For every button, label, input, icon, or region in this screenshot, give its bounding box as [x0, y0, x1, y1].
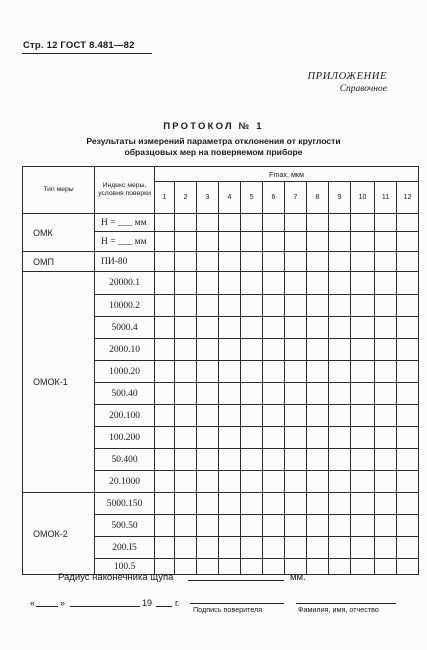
measurement-cell[interactable]: [351, 493, 375, 515]
measurement-cell[interactable]: [219, 405, 241, 427]
measurement-cell[interactable]: [155, 232, 175, 252]
measurement-cell[interactable]: [263, 361, 285, 383]
measurement-cell[interactable]: [175, 295, 197, 317]
measurement-cell[interactable]: [175, 559, 197, 575]
measure-index-cell: 100.5: [95, 559, 155, 575]
measurement-cell[interactable]: [155, 252, 175, 272]
col-number-header: 2: [175, 182, 197, 214]
measurement-cell[interactable]: [397, 493, 419, 515]
measurement-cell[interactable]: [307, 537, 329, 559]
measurement-cell[interactable]: [175, 317, 197, 339]
measurement-cell[interactable]: [285, 537, 307, 559]
measurement-cell[interactable]: [241, 252, 263, 272]
measurement-cell[interactable]: [285, 515, 307, 537]
col-number-header: 11: [375, 182, 397, 214]
measurement-cell[interactable]: [397, 361, 419, 383]
measurement-cell[interactable]: [197, 295, 219, 317]
measurement-cell[interactable]: [351, 295, 375, 317]
measurement-cell[interactable]: [351, 559, 375, 575]
table-row: [23, 493, 419, 515]
measurement-cell[interactable]: [263, 214, 285, 232]
table-row: [23, 252, 419, 272]
measurement-cell[interactable]: [397, 515, 419, 537]
measurement-cell[interactable]: [197, 383, 219, 405]
measurement-cell[interactable]: [155, 383, 175, 405]
measurement-cell[interactable]: [175, 214, 197, 232]
measurement-cell[interactable]: [263, 317, 285, 339]
measurement-cell[interactable]: [307, 295, 329, 317]
measurement-cell[interactable]: [197, 493, 219, 515]
radius-label: Радиус наконечника щупа: [58, 572, 174, 583]
measurement-cell[interactable]: [155, 515, 175, 537]
col-number-header: 1: [155, 182, 175, 214]
measurement-cell[interactable]: [241, 295, 263, 317]
measure-type-cell: ОМК: [23, 214, 95, 252]
measurement-cell[interactable]: [351, 427, 375, 449]
measurement-cell[interactable]: [219, 493, 241, 515]
measure-index-cell: 1000.20: [95, 361, 155, 383]
measurement-cell[interactable]: [397, 295, 419, 317]
measurement-cell[interactable]: [263, 471, 285, 493]
appendix-block: [308, 70, 388, 96]
measure-index-cell: 20000.1: [95, 272, 155, 295]
measurement-cell[interactable]: [219, 471, 241, 493]
measurement-cell[interactable]: [197, 361, 219, 383]
measurement-cell[interactable]: [307, 232, 329, 252]
measurement-cell[interactable]: [155, 317, 175, 339]
measurement-cell[interactable]: [375, 537, 397, 559]
measurement-cell[interactable]: [351, 405, 375, 427]
col-number-header: 8: [307, 182, 329, 214]
measure-index-cell: 200.I5: [95, 537, 155, 559]
measurement-cell[interactable]: [219, 295, 241, 317]
measurement-cell[interactable]: [375, 405, 397, 427]
date-suffix: г.: [175, 598, 180, 608]
measure-index-cell: 5000.4: [95, 317, 155, 339]
measurement-cell[interactable]: [241, 449, 263, 471]
measurement-cell[interactable]: [397, 339, 419, 361]
measure-type-cell: ОМОК-2: [23, 493, 95, 575]
measurement-cell[interactable]: [285, 317, 307, 339]
measurement-cell[interactable]: [307, 427, 329, 449]
col-number-header: 7: [285, 182, 307, 214]
measurement-cell[interactable]: [155, 361, 175, 383]
measurement-cell[interactable]: [219, 317, 241, 339]
measurement-cell[interactable]: [197, 405, 219, 427]
col-number-header: 4: [219, 182, 241, 214]
measure-index-cell: 5000.150: [95, 493, 155, 515]
measurement-cell[interactable]: [219, 427, 241, 449]
measurement-cell[interactable]: [307, 515, 329, 537]
measurement-cell[interactable]: [241, 515, 263, 537]
measurement-cell[interactable]: [397, 405, 419, 427]
measurement-cell[interactable]: [285, 361, 307, 383]
measurement-cell[interactable]: [197, 252, 219, 272]
measurement-cell[interactable]: [219, 361, 241, 383]
measurement-cell[interactable]: [285, 427, 307, 449]
measure-index-cell: ПИ-80: [95, 252, 155, 272]
protocol-subtitle-line1: Результаты измерений параметра отклонения от круглости: [86, 136, 341, 146]
measurement-cell[interactable]: [285, 405, 307, 427]
measurement-cell[interactable]: [241, 471, 263, 493]
measurement-cell[interactable]: [307, 449, 329, 471]
appendix-subtitle: Справочное: [339, 84, 387, 94]
date-month-blank: [70, 606, 140, 607]
measurement-cell[interactable]: [375, 471, 397, 493]
measurement-cell[interactable]: [241, 339, 263, 361]
measurement-cell[interactable]: [397, 272, 419, 295]
protocol-title: ПРОТОКОЛ № 1: [163, 121, 264, 132]
measurement-cell[interactable]: [375, 361, 397, 383]
col-number-header: 3: [197, 182, 219, 214]
appendix-title: ПРИЛОЖЕНИЕ: [307, 71, 387, 82]
measurement-cell[interactable]: [175, 272, 197, 295]
measurement-cell[interactable]: [351, 515, 375, 537]
measurement-cell[interactable]: [329, 339, 351, 361]
measurement-cell[interactable]: [351, 449, 375, 471]
measurement-cell[interactable]: [329, 361, 351, 383]
measurement-cell[interactable]: [329, 537, 351, 559]
col-number-header: 10: [351, 182, 375, 214]
measure-index-cell: 10000.2: [95, 295, 155, 317]
measurement-cell[interactable]: [375, 427, 397, 449]
measurement-cell[interactable]: [329, 559, 351, 575]
measurement-cell[interactable]: [219, 339, 241, 361]
measurement-cell[interactable]: [329, 214, 351, 232]
measurement-cell[interactable]: [397, 383, 419, 405]
measurement-cell[interactable]: [329, 383, 351, 405]
table-row: [23, 214, 419, 232]
measurement-cell[interactable]: [285, 232, 307, 252]
measurement-cell[interactable]: [397, 449, 419, 471]
measurement-cell[interactable]: [241, 559, 263, 575]
col-number-header: 6: [263, 182, 285, 214]
date-year: 19: [142, 598, 153, 608]
col-number-header: 12: [397, 182, 419, 214]
measurement-cell[interactable]: [197, 339, 219, 361]
measurement-cell[interactable]: [241, 232, 263, 252]
measurement-cell[interactable]: [307, 252, 329, 272]
measurement-cell[interactable]: [307, 317, 329, 339]
measurement-cell[interactable]: [307, 361, 329, 383]
measurement-cell[interactable]: [197, 272, 219, 295]
col-number-header: 9: [329, 182, 351, 214]
measurement-cell[interactable]: [219, 383, 241, 405]
measurement-cell[interactable]: [329, 272, 351, 295]
measurement-cell[interactable]: [307, 272, 329, 295]
measurement-cell[interactable]: [241, 537, 263, 559]
measurement-cell[interactable]: [175, 449, 197, 471]
measurement-cell[interactable]: [397, 427, 419, 449]
date-quote-open: «: [30, 598, 36, 608]
protocol-subtitle-line2: образцовых мер на поверяемом приборе: [124, 147, 303, 157]
date-day-blank: [36, 606, 58, 607]
measurement-cell[interactable]: [241, 405, 263, 427]
measure-type-cell: ОМП: [23, 252, 95, 272]
measurement-cell[interactable]: [197, 317, 219, 339]
measure-index-cell: 100.200: [95, 427, 155, 449]
measure-index-cell: H = ___ мм: [95, 214, 155, 232]
measurement-cell[interactable]: [219, 559, 241, 575]
measurement-cell[interactable]: [397, 252, 419, 272]
measurement-cell[interactable]: [329, 493, 351, 515]
measurement-cell[interactable]: [375, 317, 397, 339]
measure-type-cell: ОМОК-1: [23, 272, 95, 493]
measurement-cell[interactable]: [241, 361, 263, 383]
measurement-cell[interactable]: [375, 252, 397, 272]
measure-index-cell: 500.40: [95, 383, 155, 405]
measurement-cell[interactable]: [307, 339, 329, 361]
measurement-cell[interactable]: [285, 449, 307, 471]
measurement-cell[interactable]: [263, 295, 285, 317]
measurement-cell[interactable]: [263, 515, 285, 537]
measurement-cell[interactable]: [285, 339, 307, 361]
measurement-cell[interactable]: [241, 317, 263, 339]
col-type-label: Тип меры: [43, 186, 74, 193]
measurement-cell[interactable]: [263, 427, 285, 449]
name-label: Фамилия, имя, отчество: [298, 605, 379, 614]
measurement-cell[interactable]: [285, 493, 307, 515]
col-type-header: [23, 167, 95, 214]
measurement-cell[interactable]: [155, 537, 175, 559]
measurement-cell[interactable]: [397, 537, 419, 559]
measurement-cell[interactable]: [175, 537, 197, 559]
measurement-cell[interactable]: [307, 383, 329, 405]
measurement-cell[interactable]: [375, 214, 397, 232]
measurement-cell[interactable]: [285, 471, 307, 493]
measurement-cell[interactable]: [219, 449, 241, 471]
measurement-cell[interactable]: [375, 383, 397, 405]
measurement-cell[interactable]: [329, 252, 351, 272]
measurement-cell[interactable]: [155, 405, 175, 427]
measurement-cell[interactable]: [351, 214, 375, 232]
measurement-cell[interactable]: [219, 252, 241, 272]
measurement-cell[interactable]: [175, 361, 197, 383]
measurement-cell[interactable]: [375, 232, 397, 252]
measurement-cell[interactable]: [375, 515, 397, 537]
measurement-cell[interactable]: [197, 232, 219, 252]
measurement-cell[interactable]: [263, 272, 285, 295]
measurement-cell[interactable]: [263, 252, 285, 272]
measurement-cell[interactable]: [175, 471, 197, 493]
measurement-cell[interactable]: [397, 214, 419, 232]
measure-index-cell: 2000.10: [95, 339, 155, 361]
date-quote-close: »: [60, 598, 66, 608]
measurement-cell[interactable]: [175, 252, 197, 272]
measurement-cell[interactable]: [329, 515, 351, 537]
measurement-cell[interactable]: [263, 493, 285, 515]
measurement-cell[interactable]: [263, 339, 285, 361]
measurement-cell[interactable]: [351, 471, 375, 493]
measurement-cell[interactable]: [329, 449, 351, 471]
measurement-cell[interactable]: [155, 493, 175, 515]
measurement-cell[interactable]: [375, 272, 397, 295]
measurement-cell[interactable]: [263, 449, 285, 471]
measurement-cell[interactable]: [285, 214, 307, 232]
measure-index-cell: 500.50: [95, 515, 155, 537]
measurement-cell[interactable]: [397, 232, 419, 252]
measure-index-cell: H = ___ мм: [95, 232, 155, 252]
measurement-cell[interactable]: [351, 361, 375, 383]
measurement-cell[interactable]: [175, 515, 197, 537]
measure-index-cell: 200.100: [95, 405, 155, 427]
measurement-cell[interactable]: [307, 405, 329, 427]
measurement-cell[interactable]: [375, 493, 397, 515]
measurement-cell[interactable]: [175, 339, 197, 361]
table-row: [23, 272, 419, 295]
date-year-blank: [156, 606, 172, 607]
measurement-cell[interactable]: [155, 272, 175, 295]
measurement-cell[interactable]: [197, 449, 219, 471]
measurement-cell[interactable]: [197, 537, 219, 559]
col-number-header: 5: [241, 182, 263, 214]
measurement-cell[interactable]: [375, 295, 397, 317]
measurement-cell[interactable]: [351, 252, 375, 272]
measurement-cell[interactable]: [219, 272, 241, 295]
measure-index-cell: 50.400: [95, 449, 155, 471]
measurement-cell[interactable]: [329, 317, 351, 339]
radius-blank: [188, 580, 284, 581]
radius-line: [58, 572, 306, 583]
col-fmax-header: Fmax, мкм: [155, 167, 419, 182]
measurement-cell[interactable]: [155, 339, 175, 361]
measurement-cell[interactable]: [307, 559, 329, 575]
measurement-cell[interactable]: [197, 559, 219, 575]
name-rule: [296, 603, 396, 604]
measurement-cell[interactable]: [397, 317, 419, 339]
measurement-cell[interactable]: [241, 427, 263, 449]
measurement-cell[interactable]: [263, 405, 285, 427]
measurement-cell[interactable]: [155, 449, 175, 471]
measurement-cell[interactable]: [397, 471, 419, 493]
measurement-cell[interactable]: [329, 232, 351, 252]
measurement-cell[interactable]: [285, 295, 307, 317]
measurement-cell[interactable]: [285, 252, 307, 272]
measurement-cell[interactable]: [219, 515, 241, 537]
measurement-cell[interactable]: [175, 405, 197, 427]
measurement-cell[interactable]: [219, 232, 241, 252]
measurement-cell[interactable]: [175, 427, 197, 449]
measurement-cell[interactable]: [307, 493, 329, 515]
measurement-cell[interactable]: [263, 232, 285, 252]
measurement-cell[interactable]: [285, 272, 307, 295]
measurement-cell[interactable]: [241, 383, 263, 405]
measurement-cell[interactable]: [375, 339, 397, 361]
measurement-cell[interactable]: [219, 537, 241, 559]
measurement-cell[interactable]: [219, 214, 241, 232]
measurement-cell[interactable]: [197, 214, 219, 232]
page-header: Стр. 12 ГОСТ 8.481—82: [23, 40, 135, 51]
measurement-cell[interactable]: [155, 295, 175, 317]
measurement-cell[interactable]: [375, 449, 397, 471]
signature-label: Подпись поверителя: [193, 605, 263, 614]
measurement-cell[interactable]: [351, 232, 375, 252]
measurement-cell[interactable]: [351, 317, 375, 339]
measurement-cell[interactable]: [375, 559, 397, 575]
measurement-cell[interactable]: [197, 427, 219, 449]
measurement-cell[interactable]: [351, 272, 375, 295]
measurement-cell[interactable]: [241, 493, 263, 515]
measurement-cell[interactable]: [155, 214, 175, 232]
header-rule: [22, 53, 152, 54]
col-index-header: [95, 167, 155, 214]
measurement-cell[interactable]: [241, 214, 263, 232]
measurement-table: [22, 166, 419, 575]
measurement-cell[interactable]: [175, 493, 197, 515]
measurement-cell[interactable]: [307, 471, 329, 493]
measurement-cell[interactable]: [329, 295, 351, 317]
measurement-cell[interactable]: [263, 559, 285, 575]
measurement-cell[interactable]: [263, 383, 285, 405]
measurement-cell[interactable]: [329, 405, 351, 427]
col-index-label: Индекс меры, условия поверки: [98, 182, 151, 197]
measurement-cell[interactable]: [397, 559, 419, 575]
measurement-cell[interactable]: [351, 339, 375, 361]
measurement-cell[interactable]: [285, 383, 307, 405]
signature-rule: [190, 603, 284, 604]
measurement-cell[interactable]: [351, 537, 375, 559]
measurement-cell[interactable]: [307, 214, 329, 232]
protocol-subtitle: [0, 136, 427, 158]
measurement-cell[interactable]: [155, 471, 175, 493]
measurement-cell[interactable]: [175, 232, 197, 252]
measurement-cell[interactable]: [263, 537, 285, 559]
measurement-cell[interactable]: [351, 383, 375, 405]
measurement-cell[interactable]: [197, 515, 219, 537]
measurement-cell[interactable]: [329, 427, 351, 449]
measurement-cell[interactable]: [197, 471, 219, 493]
measurement-cell[interactable]: [241, 272, 263, 295]
measurement-cell[interactable]: [175, 383, 197, 405]
measure-index-cell: 20.1000: [95, 471, 155, 493]
measurement-cell[interactable]: [329, 471, 351, 493]
radius-unit: мм.: [290, 572, 306, 583]
measurement-cell[interactable]: [155, 427, 175, 449]
